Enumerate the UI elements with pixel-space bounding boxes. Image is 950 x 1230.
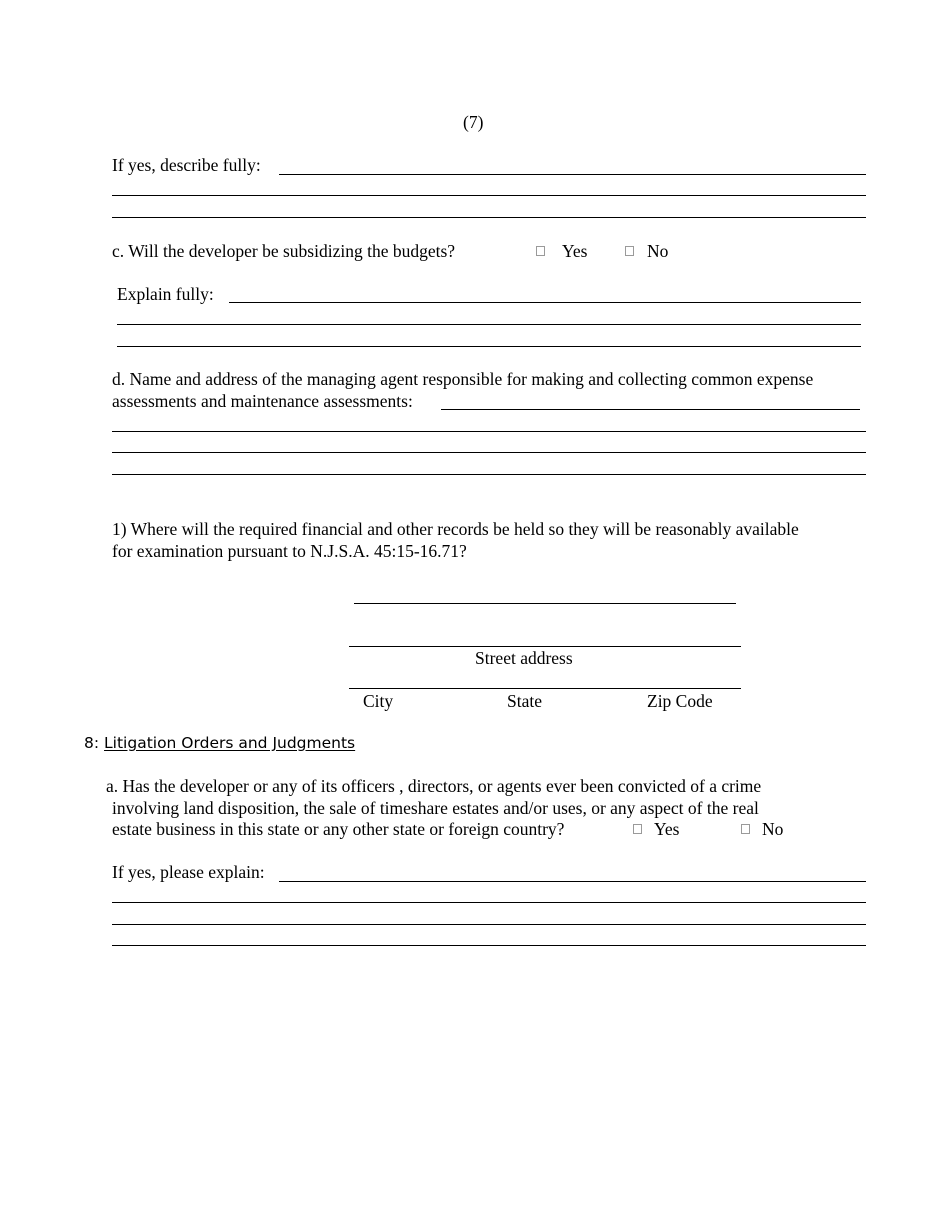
managing-agent-line-4[interactable] <box>112 474 866 475</box>
please-explain-label: If yes, please explain: <box>112 862 265 882</box>
describe-fully-line-2[interactable] <box>112 195 866 196</box>
managing-agent-question-line-2: assessments and maintenance assessments: <box>112 391 413 411</box>
managing-agent-line-2[interactable] <box>112 431 866 432</box>
section-heading <box>84 736 355 752</box>
please-explain-line-3[interactable] <box>112 924 866 925</box>
describe-fully-label: If yes, describe fully: <box>112 155 261 175</box>
explain-fully-line-3[interactable] <box>117 346 861 347</box>
section-number: 8: <box>84 734 100 752</box>
records-street-line[interactable] <box>349 646 741 647</box>
explain-fully-line-1[interactable] <box>229 302 861 303</box>
describe-fully-line-1[interactable] <box>279 174 866 175</box>
please-explain-line-4[interactable] <box>112 945 866 946</box>
records-question-line-1: 1) Where will the required financial and other records be held so they will be reasonably available <box>112 519 799 539</box>
subsidize-no-checkbox[interactable] <box>625 246 634 256</box>
records-name-line[interactable] <box>354 603 736 604</box>
conviction-no-label: No <box>762 819 784 839</box>
zip-code-label: Zip Code <box>647 691 713 711</box>
state-label: State <box>507 691 542 711</box>
conviction-yes-checkbox[interactable] <box>633 824 642 834</box>
explain-fully-label: Explain fully: <box>117 284 214 304</box>
managing-agent-question-line-1: d. Name and address of the managing agent responsible for making and collecting common expense <box>112 369 814 389</box>
records-question-line-2: for examination pursuant to N.J.S.A. 45:15-16.71? <box>112 541 467 561</box>
conviction-question-line-3: estate business in this state or any other state or foreign country? <box>112 819 565 839</box>
subsidize-yes-checkbox[interactable] <box>536 246 545 256</box>
page-number: (7) <box>463 112 484 132</box>
conviction-yes-label: Yes <box>654 819 680 839</box>
street-address-label: Street address <box>475 648 573 668</box>
please-explain-line-1[interactable] <box>279 881 866 882</box>
subsidize-question: c. Will the developer be subsidizing the budgets? <box>112 241 456 261</box>
subsidize-yes-label: Yes <box>562 241 588 261</box>
conviction-no-checkbox[interactable] <box>741 824 750 834</box>
explain-fully-line-2[interactable] <box>117 324 861 325</box>
section-title: Litigation Orders and Judgments <box>104 734 356 752</box>
managing-agent-line-3[interactable] <box>112 452 866 453</box>
city-label: City <box>363 691 394 711</box>
subsidize-no-label: No <box>647 241 669 261</box>
please-explain-line-2[interactable] <box>112 902 866 903</box>
records-city-state-zip-line[interactable] <box>349 688 741 689</box>
managing-agent-line-1[interactable] <box>441 409 860 410</box>
conviction-question-line-2: involving land disposition, the sale of timeshare estates and/or uses, or any aspect of the real <box>112 798 759 818</box>
describe-fully-line-3[interactable] <box>112 217 866 218</box>
conviction-question-line-1: a. Has the developer or any of its officers , directors, or agents ever been convicted of a crime <box>106 776 762 796</box>
